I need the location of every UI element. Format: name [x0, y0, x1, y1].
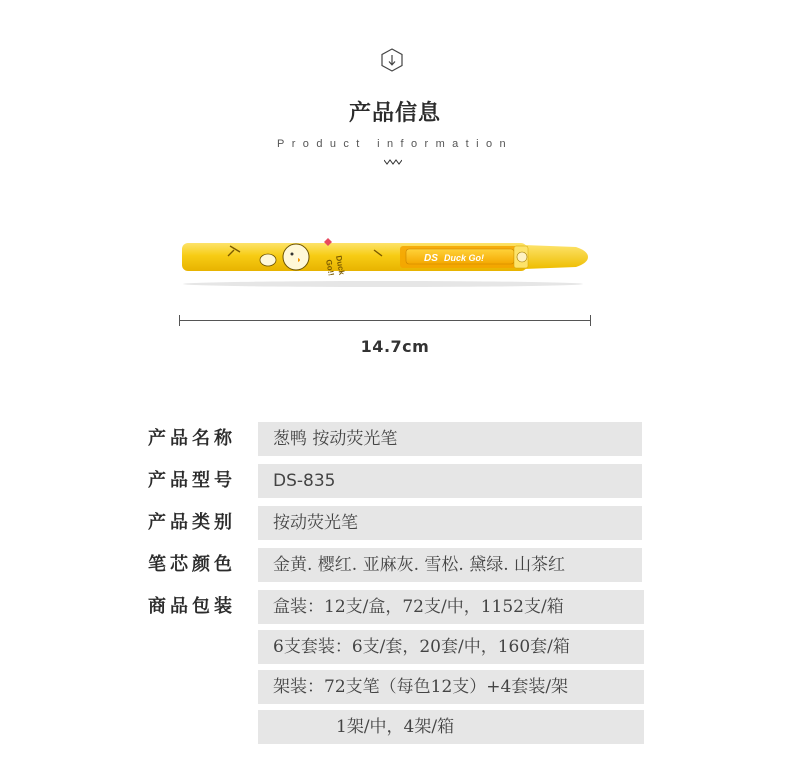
spec-value-packaging-4: 1架/中，4架/箱 [258, 710, 644, 744]
section-title: 产品信息 [348, 101, 441, 126]
svg-text:Duck Go!: Duck Go! [444, 253, 485, 263]
spec-label-packaging: 商品包装 [148, 596, 236, 617]
spec-value-colors: 金黄. 樱红. 亚麻灰. 雪松. 黛绿. 山茶红 [258, 548, 642, 582]
svg-text:Duck: Duck [334, 254, 347, 276]
spec-value-model: DS-835 [258, 464, 642, 498]
spec-label-name: 产品名称 [148, 428, 236, 449]
spec-label-colors: 笔芯颜色 [148, 554, 236, 575]
spec-value-name: 葱鸭 按动荧光笔 [258, 422, 642, 456]
svg-text:DS: DS [424, 253, 438, 264]
svg-text:Go!!: Go!! [324, 258, 336, 277]
section-subtitle: Product information [277, 138, 513, 150]
spec-label-category: 产品类别 [148, 512, 236, 533]
length-ruler [179, 313, 591, 327]
spec-value-packaging-1: 盒装：12支/盒，72支/中，1152支/箱 [258, 590, 644, 624]
spec-value-category: 按动荧光笔 [258, 506, 642, 540]
product-pen-image [178, 230, 592, 290]
spec-value-packaging-3: 架装：72支笔（每色12支）+4套装/架 [258, 670, 644, 704]
spec-value-packaging-2: 6支套装：6支/套，20套/中，160套/箱 [258, 630, 644, 664]
arrow-down-circle-icon [381, 48, 403, 72]
length-label: 14.7cm [360, 337, 430, 356]
wave-divider-icon [384, 158, 402, 166]
spec-label-model: 产品型号 [148, 470, 236, 491]
